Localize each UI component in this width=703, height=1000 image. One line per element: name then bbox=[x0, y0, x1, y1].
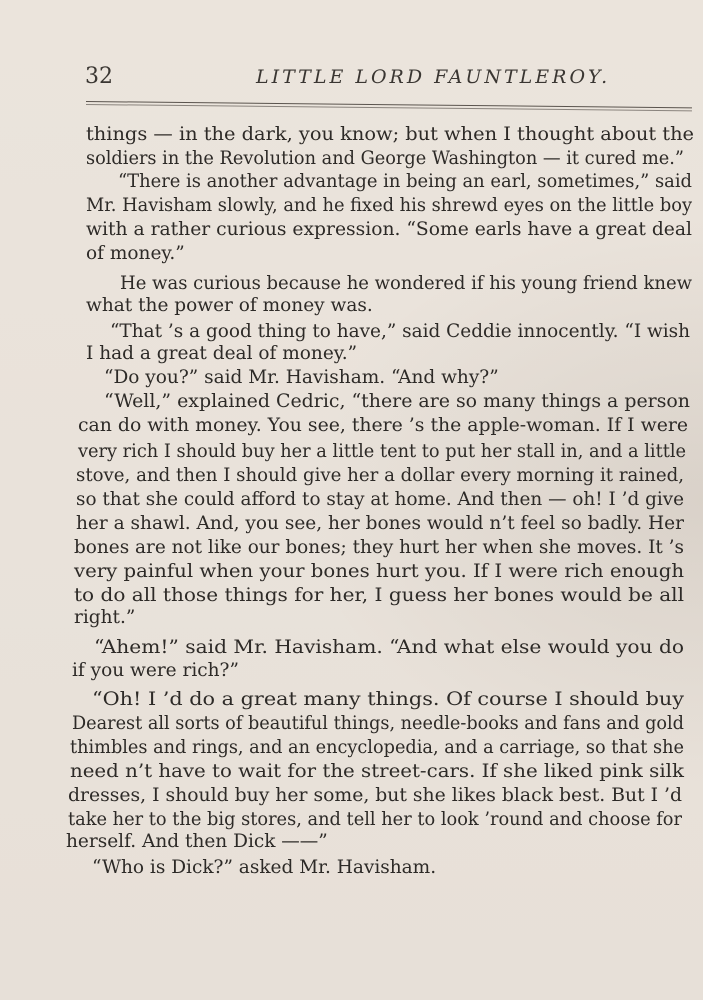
text-line: thimbles and rings, and an encyclopedia, and a carriage, so that she bbox=[70, 737, 684, 758]
text-line: “Do you?” said Mr. Havisham. “And why?” bbox=[104, 367, 499, 388]
text-line: “Who is Dick?” asked Mr. Havisham. bbox=[92, 857, 437, 878]
text-line: He was curious because he wondered if his young friend knew bbox=[120, 273, 693, 294]
text-line: dresses, I should buy her some, but she likes black best. But I ’d bbox=[68, 785, 683, 806]
text-line: “Ahem!” said Mr. Havisham. “And what else would you do bbox=[94, 637, 685, 658]
text-line: Dearest all sorts of beautiful things, needle-books and fans and gold bbox=[72, 713, 684, 734]
text-line: “That ’s a good thing to have,” said Ceddie innocently. “I wish bbox=[110, 321, 691, 342]
text-line: with a rather curious expression. “Some earls have a great deal bbox=[86, 219, 693, 240]
text-line: need n’t have to wait for the street-cars. If she liked pink silk bbox=[70, 761, 684, 782]
text-line: stove, and then I should give her a dollar every morning it rained, bbox=[76, 465, 684, 486]
text-line: I had a great deal of money.” bbox=[86, 343, 358, 364]
text-line: very painful when your bones hurt you. If I were rich enough bbox=[74, 561, 685, 582]
text-line: Mr. Havisham slowly, and he fixed his shrewd eyes on the little boy bbox=[86, 195, 693, 216]
text-line: so that she could afford to stay at home. And then — oh! I ’d give bbox=[76, 489, 685, 510]
text-line: “Well,” explained Cedric, “there are so many things a person bbox=[104, 391, 691, 412]
text-line: right.” bbox=[74, 607, 136, 628]
text-line: take her to the big stores, and tell her to look ’round and choose for bbox=[68, 809, 683, 830]
text-line: if you were rich?” bbox=[72, 660, 239, 681]
text-line: “Oh! I ’d do a great many things. Of course I should buy bbox=[92, 689, 684, 710]
text-line: herself. And then Dick ——” bbox=[66, 831, 328, 852]
text-line: her a shawl. And, you see, her bones would n’t feel so badly. Her bbox=[76, 513, 684, 534]
text-line: soldiers in the Revolution and George Washington — it cured me.” bbox=[86, 148, 684, 169]
text-line: can do with money. You see, there ’s the apple-woman. If I were bbox=[78, 415, 689, 436]
text-line: what the power of money was. bbox=[86, 295, 373, 316]
text-line: things — in the dark, you know; but when I thought about the bbox=[86, 124, 695, 145]
text-line: of money.” bbox=[86, 243, 185, 264]
running-head: LITTLE LORD FAUNTLEROY. bbox=[256, 66, 611, 88]
text-line: bones are not like our bones; they hurt her when she moves. It ’s bbox=[74, 537, 685, 558]
text-line: “There is another advantage in being an earl, sometimes,” said bbox=[118, 171, 693, 192]
text-line: very rich I should buy her a little tent to put her stall in, and a little bbox=[78, 441, 687, 462]
text-line: to do all those things for her, I guess her bones would be all bbox=[74, 585, 685, 606]
page-number: 32 bbox=[85, 64, 113, 89]
